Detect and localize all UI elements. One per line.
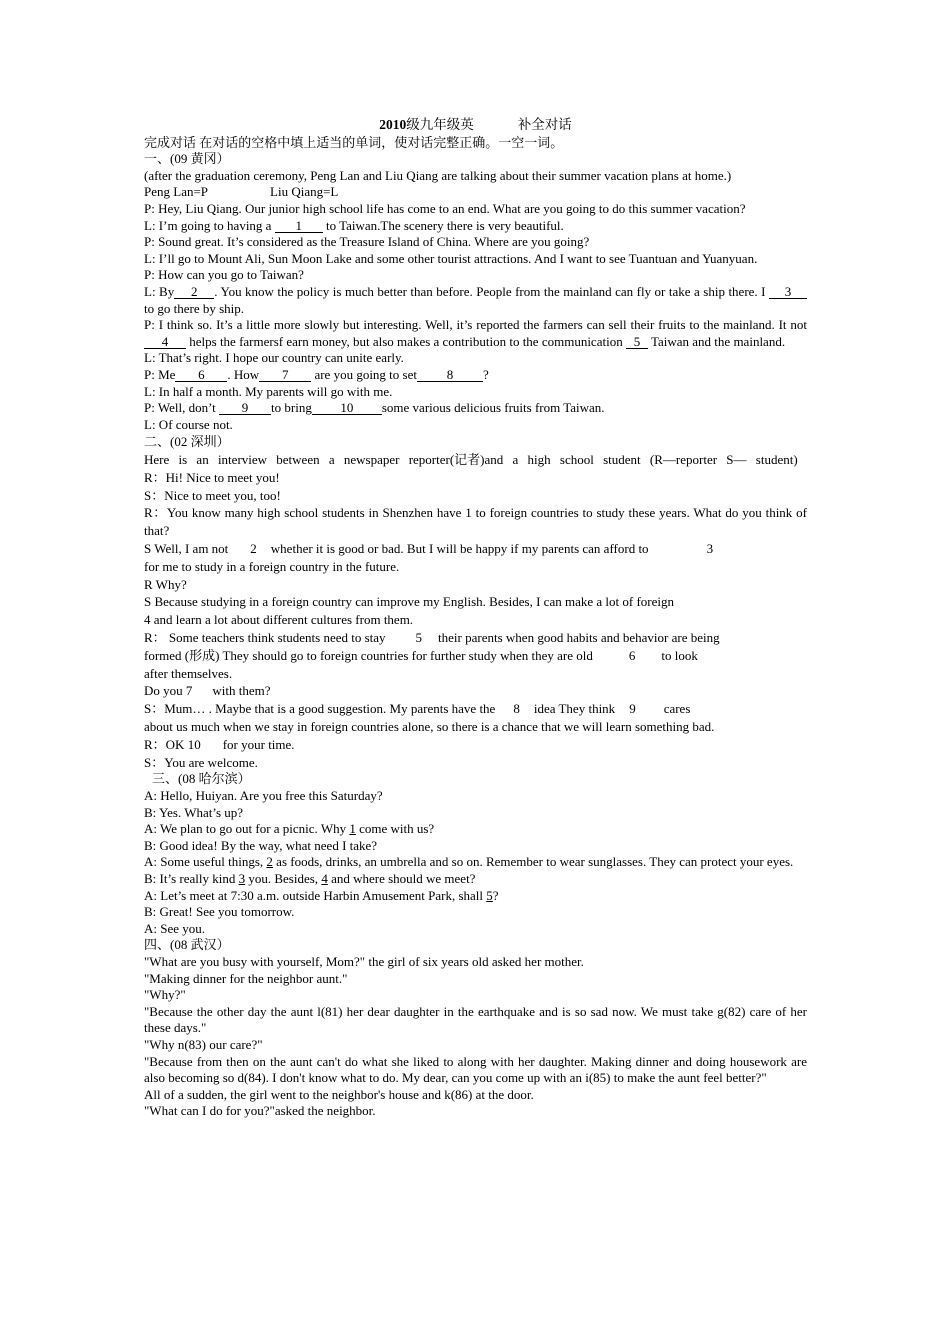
title-subtitle: 补全对话	[517, 117, 572, 132]
dialogue-line: R：Hi! Nice to meet you!	[144, 469, 280, 485]
dialogue-line: B: Yes. What’s up?	[144, 804, 244, 820]
section-2	[144, 433, 807, 771]
passage-line: "What can I do for you?"asked the neighbor.	[144, 1103, 376, 1119]
dialogue-line: P: I think so. It’s a little more slowly but interesting. Well, it’s reported the farmers can sell their fruits to the mainland. It not4 helps the farmersf earn money, but also makes a contribution to the communication 5 Taiwan and the mainland.	[144, 317, 807, 349]
dialogue-line: S Because studying in a foreign country can improve my English. Besides, I can make a lot of foreign	[144, 594, 674, 610]
dialogue-line: L: By 2 . You know the policy is much better than before. People from the mainland can fly or take a ship there. I 3to go there by ship.	[144, 284, 807, 317]
blank-10[interactable]: 10	[312, 401, 382, 415]
section-heading: 一、(09 黄冈）	[144, 151, 230, 167]
cast-list	[144, 184, 807, 201]
dialogue-line: L: Of course not.	[144, 416, 233, 432]
blank-1[interactable]: 1	[275, 219, 323, 233]
dialogue-line: A: Let’s meet at 7:30 a.m. outside Harbin Amusement Park, shall 5?	[144, 887, 499, 903]
dialogue-line: P: Sound great. It’s considered as the Treasure Island of China. Where are you going?	[144, 234, 590, 250]
dialogue-line: S：Nice to meet you, too!	[144, 487, 281, 503]
passage-line: "Because from then on the aunt can't do what she liked to along with her daughter. Making dinner and doing housework are also becoming so d(84). I don't know what to do. My dear, can you come up with an i(85) to make the aunt feel better?"	[144, 1053, 807, 1086]
dialogue-line: P: Me 6 . How 7 are you going to set 8 ?	[144, 366, 489, 382]
blank-number: 2	[250, 541, 257, 557]
blank-number: 8	[513, 701, 520, 717]
blank-number: 6	[628, 647, 636, 663]
blank-number: 3	[706, 541, 714, 557]
blank-number: 9	[629, 701, 636, 717]
title-text: 级九年级英	[406, 117, 474, 132]
passage-line: "Why?"	[144, 987, 186, 1003]
document-body	[144, 117, 807, 1120]
dialogue-line: R Why?	[144, 576, 187, 592]
section-4	[144, 937, 807, 1120]
dialogue-line: Do you 7 with them?	[144, 683, 271, 699]
dialogue-line: A: We plan to go out for a picnic. Why 1 come with us?	[144, 821, 435, 837]
blank-6[interactable]: 6	[175, 368, 227, 382]
dialogue-line: about us much when we stay in foreign countries alone, so there is a chance that we will learn something bad.	[144, 719, 715, 735]
title-year: 2010	[379, 117, 407, 132]
dialogue-line: S Well, I am not 2 whether it is good or bad. But I will be happy if my parents can afford to 3	[144, 541, 714, 557]
cast-p: Peng Lan=P	[144, 184, 209, 200]
section-1	[144, 151, 807, 433]
dialogue-line: after themselves.	[144, 665, 233, 681]
passage-line: "What are you busy with yourself, Mom?" the girl of six years old asked her mother.	[144, 953, 584, 969]
dialogue-line: R： Some teachers think students need to stay 5 their parents when good habits and behavior are being	[144, 630, 720, 646]
section-heading: 三、(08 哈尔滨）	[152, 771, 251, 787]
dialogue-line: L: That’s right. I hope our country can unite early.	[144, 350, 404, 366]
blank-5[interactable]: 5	[626, 335, 648, 349]
dialogue-line: L: I’m going to having a 1 to Taiwan.The scenery there is very beautiful.	[144, 217, 564, 233]
dialogue-line: L: I’ll go to Mount Ali, Sun Moon Lake and some other tourist attractions. And I want to see Tuantuan and Yuanyuan.	[144, 250, 758, 266]
dialogue-line: L: In half a month. My parents will go with me.	[144, 383, 393, 399]
dialogue-line: R：You know many high school students in Shenzhen have 1 to foreign countries to study these years. What do you think of that?	[144, 505, 807, 539]
blank-4[interactable]: 4	[144, 335, 186, 349]
blank-7[interactable]: 7	[259, 368, 311, 382]
dialogue-line: B: Good idea! By the way, what need I take?	[144, 837, 378, 853]
blank-8[interactable]: 8	[417, 368, 483, 382]
dialogue-line: A: Some useful things, 2 as foods, drinks, an umbrella and so on. Remember to wear sunglasses. They can protect your eyes.	[144, 854, 794, 870]
blank-3[interactable]: 3	[238, 870, 246, 886]
passage-line: "Because the other day the aunt l(81) her dear daughter in the earthquake and is so sad now. We must take g(82) care of her these days."	[144, 1003, 807, 1036]
cast-l: Liu Qiang=L	[270, 184, 339, 200]
dialogue-line: R：OK 10 for your time.	[144, 736, 295, 752]
dialogue-line: B: Great! See you tomorrow.	[144, 904, 295, 920]
passage-line: "Making dinner for the neighbor aunt."	[144, 970, 348, 986]
dialogue-line: for me to study in a foreign country in the future.	[144, 558, 400, 574]
passage-line: "Why n(83) our care?"	[144, 1036, 263, 1052]
section-intro: (after the graduation ceremony, Peng Lan and Liu Qiang are talking about their summer vacation plans at home.)	[144, 167, 732, 183]
page-title	[144, 117, 807, 134]
dialogue-line: S：Mum… . Maybe that is a good suggestion. My parents have the 8 idea They think 9 cares	[144, 701, 691, 717]
blank-4[interactable]: 4	[321, 870, 328, 886]
passage-line: All of a sudden, the girl went to the neighbor's house and k(86) at the door.	[144, 1086, 534, 1102]
section-heading: 四、(08 武汉）	[144, 937, 230, 953]
blank-number: 5	[415, 630, 423, 646]
blank-5[interactable]: 5	[486, 887, 493, 903]
dialogue-line: P: Hey, Liu Qiang. Our junior high school life has come to an end. What are you going to do this summer vacation?	[144, 200, 746, 216]
section-intro: Here is an interview between a newspaper reporter(记者)and a high school student (R—reporter S— student)	[144, 452, 798, 468]
blank-2[interactable]: 2	[266, 854, 273, 870]
dialogue-line: B: It’s really kind 3 you. Besides, 4 and where should we meet?	[144, 870, 476, 886]
dialogue-line: 4 and learn a lot about different cultures from them.	[144, 612, 414, 628]
blank-2[interactable]: 2	[174, 285, 214, 299]
dialogue-line: A: See you.	[144, 920, 206, 936]
dialogue-line: P: Well, don’t 9 to bring 10 some various delicious fruits from Taiwan.	[144, 400, 605, 416]
section-heading: 二、(02 深圳）	[144, 434, 230, 450]
blank-9[interactable]: 9	[219, 401, 271, 415]
section-3	[144, 771, 807, 937]
blank-3[interactable]: 3	[769, 285, 807, 299]
dialogue-line: P: How can you go to Taiwan?	[144, 267, 304, 283]
dialogue-line: A: Hello, Huiyan. Are you free this Saturday?	[144, 788, 383, 804]
blank-1[interactable]: 1	[349, 821, 356, 837]
dialogue-line: S：You are welcome.	[144, 754, 258, 770]
dialogue-line: formed (形成) They should go to foreign countries for further study when they are old 6 to look	[144, 647, 698, 663]
instructions: 完成对话 在对话的空格中填上适当的单词，使对话完整正确。一空一词。	[144, 134, 564, 150]
